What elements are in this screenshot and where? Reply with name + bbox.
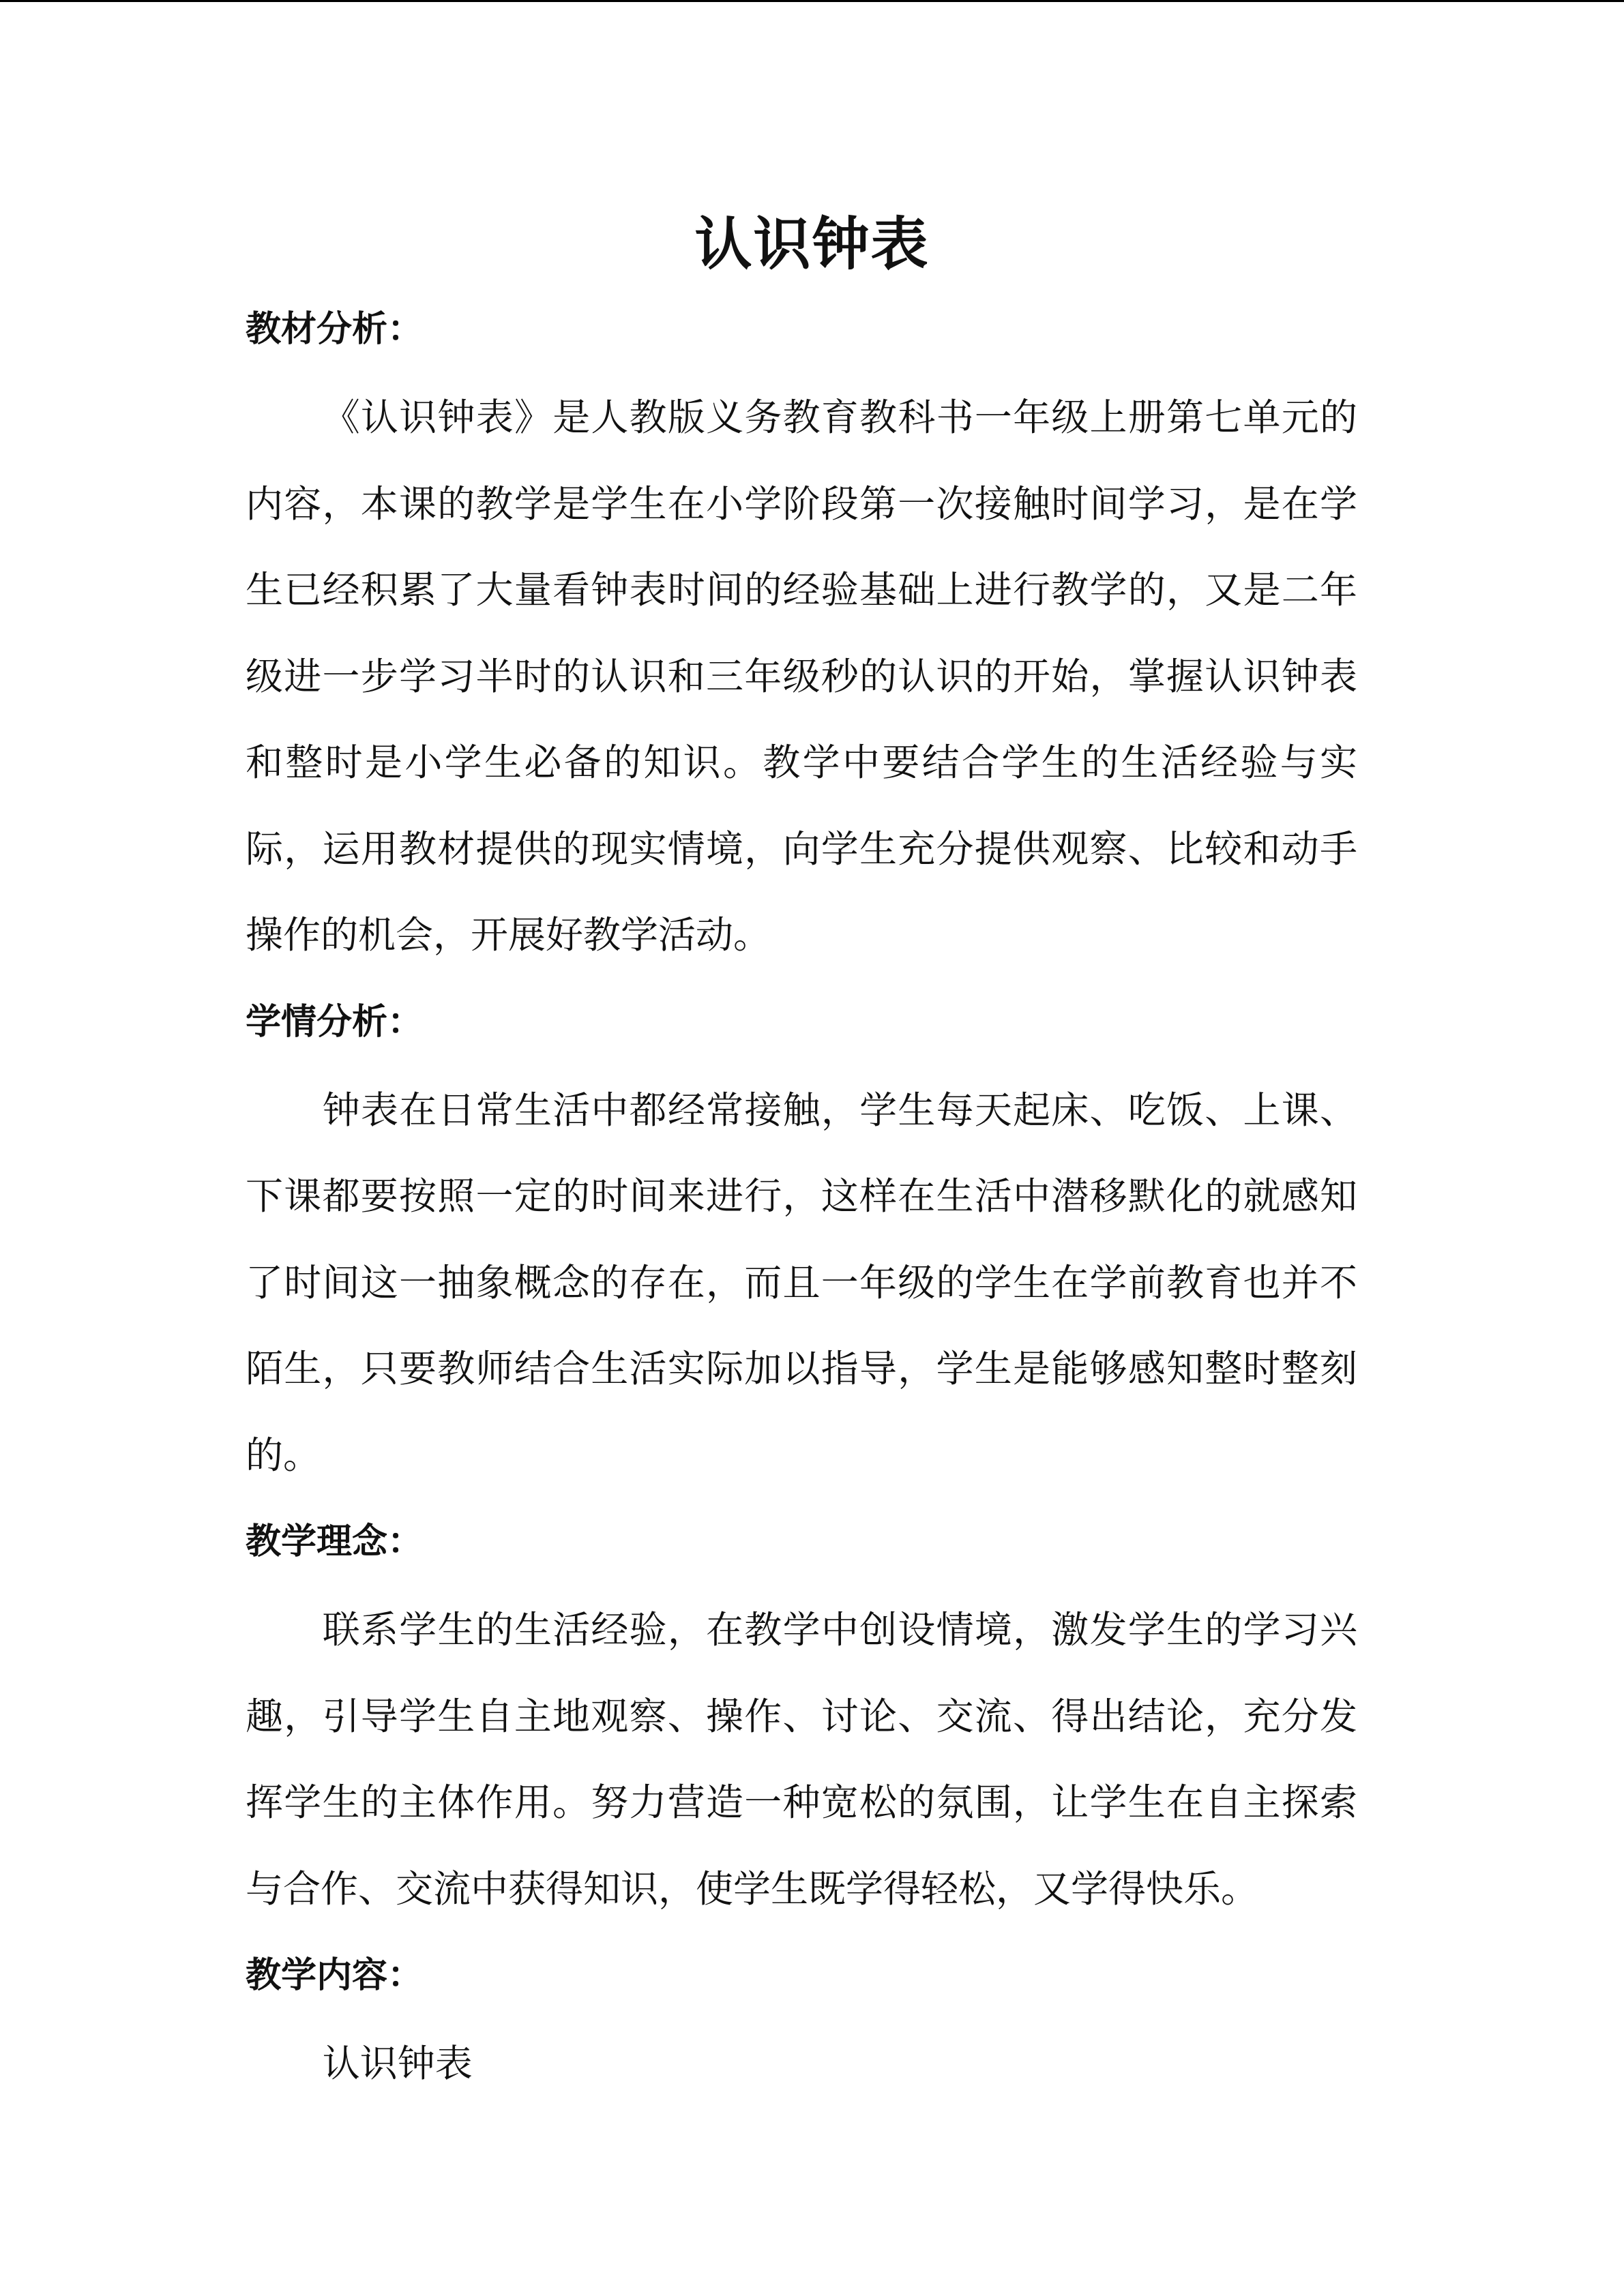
- section-heading: 学情分析：: [246, 1000, 424, 1043]
- section-paragraph-block: [246, 1587, 1357, 1932]
- section-heading: 教材分析：: [246, 308, 424, 350]
- section-paragraph-block: [246, 2021, 1357, 2107]
- section-heading: 教学内容：: [246, 1954, 424, 1996]
- document-title: 认识钟表: [694, 210, 930, 278]
- section-paragraph: 联系学生的生活经验，在教学中创设情境，激发学生的学习兴趣，引导学生自主地观察、操作、讨论、交流、得出结论，充分发挥学生的主体作用。努力营造一种宽松的氛围，让学生在自主探索与合作、交流中获得知识，使学生既学得轻松，又学得快乐。: [246, 1608, 1357, 1911]
- section-teaching-philosophy: [246, 1506, 1357, 1932]
- section-paragraph-block: [246, 374, 1357, 979]
- section-heading: 教学理念：: [246, 1521, 424, 1562]
- document-body: [246, 294, 1357, 2115]
- section-paragraph-block: [246, 1067, 1357, 1499]
- section-paragraph: 《认识钟表》是人教版义务教育教科书一年级上册第七单元的内容，本课的教学是学生在小学阶段第一次接触时间学习，是在学生已经积累了大量看钟表时间的经验基础上进行教学的，又是二年级进一步学习半时的认识和三年级秒的认识的开始，掌握认识钟表和整时是小学生必备的知识。教学中要结合学生的生活经验与实际，运用教材提供的现实情境，向学生充分提供观察、比较和动手操作的机会，开展好教学活动。: [246, 396, 1357, 957]
- section-paragraph: 钟表在日常生活中都经常接触，学生每天起床、吃饭、上课、下课都要按照一定的时间来进行，这样在生活中潜移默化的就感知了时间这一抽象概念的存在，而且一年级的学生在学前教育也并不陌生，只要教师结合生活实际加以指导，学生是能够感知整时整刻的。: [246, 1088, 1357, 1477]
- section-textbook-analysis: [246, 294, 1357, 979]
- section-learner-analysis: [246, 987, 1357, 1499]
- section-paragraph: 认识钟表: [322, 2042, 473, 2085]
- section-teaching-content: [246, 1940, 1357, 2107]
